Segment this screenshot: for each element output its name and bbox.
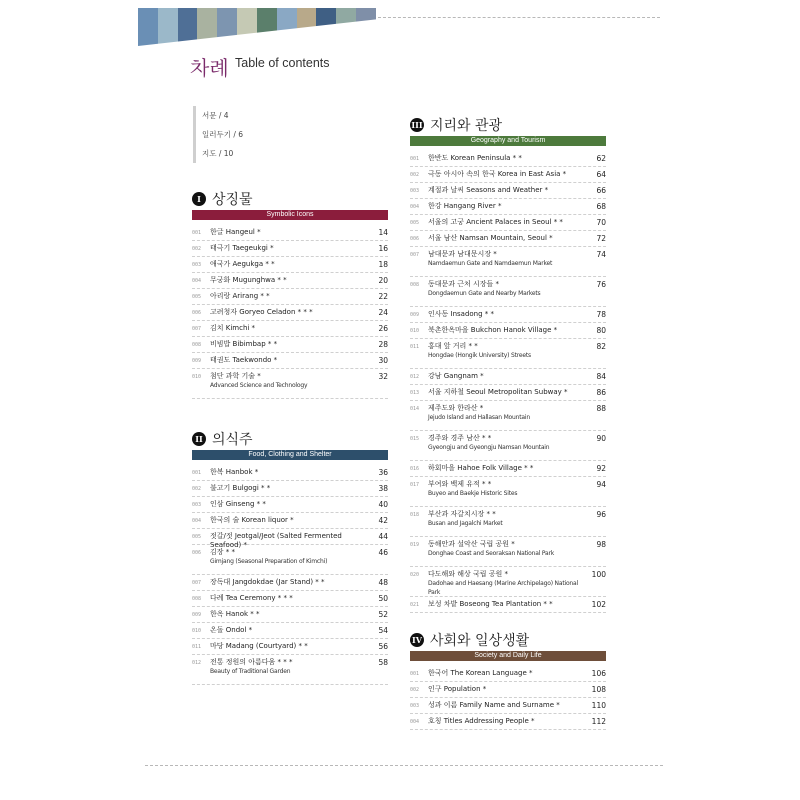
entry-text-block <box>428 372 584 381</box>
toc-entry[interactable] <box>410 151 606 167</box>
entry-subtitle: Donghae Coast and Seoraksan National Park <box>428 550 555 557</box>
entry-text-block <box>210 276 366 285</box>
toc-entry[interactable] <box>192 369 388 399</box>
entry-page-number: 100 <box>591 570 606 579</box>
entry-number: 002 <box>192 246 202 252</box>
entry-title: 첨단 과학 기술 * <box>210 372 261 380</box>
toc-entry[interactable] <box>192 607 388 623</box>
entry-number: 003 <box>192 502 202 508</box>
entry-page-number: 46 <box>378 548 388 557</box>
entry-title: 하회마을 Hahoe Folk Village * * <box>428 464 534 472</box>
entry-page-number: 58 <box>378 658 388 667</box>
entry-title: 다례 Tea Ceremony * * * <box>210 594 293 602</box>
entry-page-number: 102 <box>591 600 606 609</box>
entry-text-block <box>428 342 584 360</box>
entry-subtitle: Buyeo and Baekje Historic Sites <box>428 490 518 497</box>
toc-entry[interactable] <box>410 537 606 567</box>
fabric-stripe <box>197 8 217 46</box>
entry-text-block <box>210 372 366 390</box>
entry-text-block <box>210 292 366 301</box>
entry-text-block <box>428 154 584 163</box>
section-subtitle-bar: Geography and Tourism <box>410 136 606 146</box>
entry-title: 북촌한옥마을 Bukchon Hanok Village * <box>428 326 558 334</box>
entry-text-block <box>428 510 584 528</box>
entry-title: 강남 Gangnam * <box>428 372 484 380</box>
roman-numeral-badge: I <box>192 192 206 206</box>
entry-text-block <box>428 570 584 597</box>
entry-text-block <box>210 594 366 603</box>
entry-number: 006 <box>192 550 202 556</box>
toc-entry[interactable] <box>192 639 388 655</box>
entry-text-block <box>210 340 366 349</box>
toc-entry[interactable] <box>410 567 606 597</box>
entry-number: 006 <box>192 310 202 316</box>
entry-subtitle: Advanced Science and Technology <box>210 382 308 389</box>
entry-number: 015 <box>410 436 420 442</box>
entry-title: 동대문과 근처 시장들 * <box>428 280 500 288</box>
fabric-stripe <box>217 8 237 46</box>
top-divider <box>378 17 660 18</box>
entry-title: 부여와 백제 유적 * * <box>428 480 492 488</box>
entry-text-block <box>428 669 584 678</box>
toc-entry[interactable] <box>192 591 388 607</box>
entry-text-block <box>428 326 584 335</box>
section-header <box>410 114 606 136</box>
fabric-stripe <box>277 8 297 46</box>
entry-title: 계절과 날씨 Seasons and Weather * <box>428 186 549 194</box>
fabric-banner <box>138 8 376 46</box>
entry-title: 남대문과 남대문시장 * <box>428 250 497 258</box>
fabric-stripe <box>316 8 336 46</box>
entry-number: 004 <box>192 278 202 284</box>
entry-number: 004 <box>410 204 420 210</box>
entry-number: 010 <box>192 374 202 380</box>
entry-title: 성과 이름 Family Name and Surname * <box>428 701 560 709</box>
toc-entry[interactable] <box>410 183 606 199</box>
entry-page-number: 112 <box>591 717 606 726</box>
entry-page-number: 20 <box>378 276 388 285</box>
toc-entry[interactable] <box>192 289 388 305</box>
entry-page-number: 56 <box>378 642 388 651</box>
entry-text-block <box>210 244 366 253</box>
toc-entry[interactable] <box>410 401 606 431</box>
entry-text-block <box>428 480 584 498</box>
entry-number: 002 <box>410 172 420 178</box>
entry-number: 019 <box>410 542 420 548</box>
entry-text-block <box>428 280 584 298</box>
entry-page-number: 62 <box>596 154 606 163</box>
roman-numeral-badge: II <box>192 432 206 446</box>
entry-number: 009 <box>410 312 420 318</box>
entry-text-block <box>210 228 366 237</box>
entry-text-block <box>210 548 366 566</box>
toc-entry[interactable] <box>410 597 606 613</box>
entry-title: 제주도와 한라산 * <box>428 404 484 412</box>
toc-entry[interactable] <box>410 277 606 307</box>
entry-title: 다도해와 해상 국립 공원 * <box>428 570 509 578</box>
entry-text-block <box>428 717 584 726</box>
toc-entry[interactable] <box>410 231 606 247</box>
entry-title: 마당 Madang (Courtyard) * * <box>210 642 308 650</box>
entry-text-block <box>428 464 584 473</box>
entry-number: 020 <box>410 572 420 578</box>
preface-list <box>193 106 243 163</box>
section-title: 사회와 일상생활 <box>430 633 530 649</box>
toc-entry[interactable] <box>410 307 606 323</box>
entry-number: 021 <box>410 602 420 608</box>
entry-text-block <box>210 468 366 477</box>
entry-page-number: 78 <box>596 310 606 319</box>
entry-text-block <box>428 250 584 268</box>
entry-page-number: 80 <box>596 326 606 335</box>
entry-page-number: 96 <box>596 510 606 519</box>
entry-page-number: 32 <box>378 372 388 381</box>
entry-text-block <box>428 388 584 397</box>
entry-number: 002 <box>410 687 420 693</box>
entry-title: 인삼 Ginseng * * <box>210 500 266 508</box>
entry-text-block <box>428 170 584 179</box>
toc-entry[interactable] <box>192 575 388 591</box>
entry-number: 008 <box>192 596 202 602</box>
entry-title: 한국의 술 Korean liquor * <box>210 516 294 524</box>
entry-number: 012 <box>410 374 420 380</box>
entry-page-number: 108 <box>591 685 606 694</box>
section-header <box>410 629 606 651</box>
entry-number: 001 <box>410 156 420 162</box>
section-subtitle-bar: Society and Daily Life <box>410 651 606 661</box>
bottom-divider <box>145 765 663 766</box>
entry-page-number: 50 <box>378 594 388 603</box>
toc-entry[interactable] <box>192 497 388 513</box>
preface-item[interactable]: 서문 / 4 <box>202 111 229 120</box>
fabric-stripe <box>336 8 356 46</box>
entry-text-block <box>210 642 366 651</box>
entry-subtitle: Beauty of Traditional Garden <box>210 668 291 675</box>
entry-title: 보성 차밭 Boseong Tea Plantation * * <box>428 600 553 608</box>
entry-number: 004 <box>192 518 202 524</box>
entry-number: 009 <box>192 612 202 618</box>
fabric-stripe <box>158 8 178 46</box>
section-food-clothing-shelter <box>192 428 388 685</box>
entry-title: 젓갈/젓 Jeotgal/Jeot (Salted Fermented Seafood) * <box>210 532 342 549</box>
entry-page-number: 98 <box>596 540 606 549</box>
toc-entry[interactable] <box>192 655 388 685</box>
toc-entry[interactable] <box>410 477 606 507</box>
entry-page-number: 40 <box>378 500 388 509</box>
fabric-stripe <box>297 8 317 46</box>
entry-title: 한옥 Hanok * * <box>210 610 260 618</box>
toc-entry[interactable] <box>410 167 606 183</box>
entry-title: 태극기 Taegeukgi * <box>210 244 274 252</box>
entry-number: 005 <box>192 294 202 300</box>
entry-number: 013 <box>410 390 420 396</box>
entry-title: 온돌 Ondol * <box>210 626 253 634</box>
section-header <box>192 428 388 450</box>
entry-text-block <box>210 610 366 619</box>
page-title: 차례 <box>190 56 229 80</box>
toc-entry[interactable] <box>410 339 606 369</box>
toc-entry[interactable] <box>192 337 388 353</box>
entry-page-number: 90 <box>596 434 606 443</box>
entry-page-number: 84 <box>596 372 606 381</box>
preface-item[interactable]: 지도 / 10 <box>202 149 234 158</box>
toc-list <box>192 225 388 399</box>
entry-text-block <box>210 658 366 676</box>
fabric-stripe <box>237 8 257 46</box>
entry-page-number: 68 <box>596 202 606 211</box>
entry-number: 003 <box>192 262 202 268</box>
entry-page-number: 48 <box>378 578 388 587</box>
entry-subtitle: Busan and Jagalchi Market <box>428 520 503 527</box>
toc-entry[interactable] <box>410 666 606 682</box>
entry-title: 동해안과 설악산 국립 공원 * <box>428 540 515 548</box>
entry-number: 004 <box>410 719 420 725</box>
entry-title: 한복 Hanbok * <box>210 468 259 476</box>
entry-page-number: 30 <box>378 356 388 365</box>
entry-text-block <box>428 186 584 195</box>
entry-number: 009 <box>192 358 202 364</box>
entry-number: 001 <box>410 671 420 677</box>
entry-number: 007 <box>410 252 420 258</box>
entry-subtitle: Gimjang (Seasonal Preparation of Kimchi) <box>210 558 328 565</box>
entry-text-block <box>428 600 584 609</box>
entry-number: 001 <box>192 230 202 236</box>
toc-entry[interactable] <box>192 241 388 257</box>
entry-subtitle: Dadohae and Haesang (Marine Archipelago) National Park <box>428 580 578 596</box>
entry-number: 011 <box>410 344 420 350</box>
entry-title: 애국가 Aegukga * * <box>210 260 275 268</box>
entry-number: 005 <box>410 220 420 226</box>
entry-number: 014 <box>410 406 420 412</box>
entry-subtitle: Hongdae (Hongik University) Streets <box>428 352 531 359</box>
toc-entry[interactable] <box>192 257 388 273</box>
entry-number: 018 <box>410 512 420 518</box>
entry-page-number: 110 <box>591 701 606 710</box>
entry-text-block <box>210 578 366 587</box>
entry-text-block <box>210 626 366 635</box>
page-title-english: Table of contents <box>235 56 330 70</box>
entry-page-number: 28 <box>378 340 388 349</box>
toc-entry[interactable] <box>410 682 606 698</box>
entry-text-block <box>428 202 584 211</box>
section-geography-tourism <box>410 114 606 613</box>
entry-title: 무궁화 Mugunghwa * * <box>210 276 287 284</box>
entry-page-number: 64 <box>596 170 606 179</box>
entry-number: 006 <box>410 236 420 242</box>
entry-number: 010 <box>410 328 420 334</box>
entry-page-number: 42 <box>378 516 388 525</box>
fabric-stripe <box>356 8 376 46</box>
entry-page-number: 72 <box>596 234 606 243</box>
toc-entry[interactable] <box>192 529 388 549</box>
section-subtitle-bar: Food, Clothing and Shelter <box>192 450 388 460</box>
section-title: 의식주 <box>212 432 253 448</box>
entry-title: 비빔밥 Bibimbap * * <box>210 340 278 348</box>
entry-page-number: 44 <box>378 532 388 541</box>
entry-text-block <box>428 701 584 710</box>
entry-title: 김치 Kimchi * <box>210 324 256 332</box>
toc-entry[interactable] <box>410 507 606 537</box>
toc-entry[interactable] <box>410 714 606 730</box>
entry-page-number: 54 <box>378 626 388 635</box>
entry-title: 인사동 Insadong * * <box>428 310 495 318</box>
entry-text-block <box>428 234 584 243</box>
entry-title: 아리랑 Arirang * * <box>210 292 270 300</box>
toc-entry[interactable] <box>192 545 388 575</box>
entry-subtitle: Dongdaemun Gate and Nearby Markets <box>428 290 541 297</box>
entry-title: 부산과 자갈치시장 * * <box>428 510 496 518</box>
toc-entry[interactable] <box>192 225 388 241</box>
toc-entry[interactable] <box>410 461 606 477</box>
fabric-stripe <box>138 8 158 46</box>
entry-page-number: 38 <box>378 484 388 493</box>
entry-title: 서울 남산 Namsan Mountain, Seoul * <box>428 234 553 242</box>
entry-number: 003 <box>410 703 420 709</box>
entry-text-block <box>428 685 584 694</box>
entry-page-number: 14 <box>378 228 388 237</box>
entry-page-number: 36 <box>378 468 388 477</box>
entry-number: 008 <box>192 342 202 348</box>
entry-text-block <box>210 356 366 365</box>
toc-entry[interactable] <box>192 353 388 369</box>
toc-list <box>192 465 388 685</box>
entry-title: 전통 정원의 아름다움 * * * <box>210 658 293 666</box>
entry-page-number: 92 <box>596 464 606 473</box>
toc-entry[interactable] <box>192 481 388 497</box>
toc-list <box>410 151 606 613</box>
entry-title: 한반도 Korean Peninsula * * <box>428 154 522 162</box>
entry-page-number: 106 <box>591 669 606 678</box>
entry-page-number: 22 <box>378 292 388 301</box>
entry-text-block <box>210 484 366 493</box>
entry-title: 한강 Hangang River * <box>428 202 502 210</box>
entry-title: 홍대 앞 거리 * * <box>428 342 478 350</box>
entry-text-block <box>428 434 584 452</box>
entry-number: 005 <box>192 534 202 540</box>
section-society-daily-life <box>410 629 606 730</box>
entry-text-block <box>428 218 584 227</box>
entry-page-number: 86 <box>596 388 606 397</box>
entry-title: 호칭 Titles Addressing People * <box>428 717 535 725</box>
section-symbolic-icons <box>192 188 388 399</box>
section-title: 상징물 <box>212 192 253 208</box>
entry-title: 고려청자 Goryeo Celadon * * * <box>210 308 313 316</box>
entry-number: 008 <box>410 282 420 288</box>
entry-title: 장독대 Jangdokdae (Jar Stand) * * <box>210 578 325 586</box>
entry-title: 서울의 고궁 Ancient Palaces in Seoul * * <box>428 218 563 226</box>
section-title: 지리와 관광 <box>430 118 503 134</box>
entry-title: 불고기 Bulgogi * * <box>210 484 271 492</box>
entry-number: 011 <box>192 644 202 650</box>
toc-entry[interactable] <box>192 623 388 639</box>
entry-text-block <box>428 310 584 319</box>
section-subtitle-bar: Symbolic Icons <box>192 210 388 220</box>
entry-page-number: 94 <box>596 480 606 489</box>
entry-text-block <box>428 540 584 558</box>
entry-page-number: 70 <box>596 218 606 227</box>
entry-page-number: 26 <box>378 324 388 333</box>
toc-entry[interactable] <box>192 465 388 481</box>
entry-text-block <box>210 516 366 525</box>
fabric-stripe <box>257 8 277 46</box>
fabric-stripe <box>178 8 198 46</box>
entry-text-block <box>210 308 366 317</box>
section-header <box>192 188 388 210</box>
entry-title: 한글 Hangeul * <box>210 228 261 236</box>
entry-text-block <box>210 500 366 509</box>
entry-page-number: 82 <box>596 342 606 351</box>
toc-list <box>410 666 606 730</box>
toc-entry[interactable] <box>410 199 606 215</box>
entry-title: 한국어 The Korean Language * <box>428 669 533 677</box>
entry-title: 인구 Population * <box>428 685 487 693</box>
entry-page-number: 24 <box>378 308 388 317</box>
entry-number: 001 <box>192 470 202 476</box>
entry-subtitle: Gyeongju and Gyeongju Namsan Mountain <box>428 444 550 451</box>
entry-page-number: 76 <box>596 280 606 289</box>
entry-text-block <box>428 404 584 422</box>
toc-entry[interactable] <box>410 385 606 401</box>
toc-entry[interactable] <box>410 431 606 461</box>
entry-text-block <box>210 324 366 333</box>
entry-number: 002 <box>192 486 202 492</box>
entry-text-block <box>210 260 366 269</box>
toc-entry[interactable] <box>410 369 606 385</box>
entry-title: 경주와 경주 남산 * * <box>428 434 492 442</box>
roman-numeral-badge: IV <box>410 633 424 647</box>
toc-entry[interactable] <box>410 247 606 277</box>
entry-number: 017 <box>410 482 420 488</box>
toc-entry[interactable] <box>192 305 388 321</box>
entry-number: 007 <box>192 326 202 332</box>
entry-number: 003 <box>410 188 420 194</box>
entry-subtitle: Jejudo Island and Hallasan Mountain <box>428 414 530 421</box>
entry-number: 016 <box>410 466 420 472</box>
roman-numeral-badge: III <box>411 120 423 130</box>
toc-entry[interactable] <box>192 321 388 337</box>
entry-number: 007 <box>192 580 202 586</box>
preface-item[interactable]: 일러두기 / 6 <box>202 130 244 139</box>
toc-entry[interactable] <box>192 273 388 289</box>
entry-title: 김장 * * <box>210 548 235 556</box>
entry-page-number: 18 <box>378 260 388 269</box>
toc-entry[interactable] <box>410 323 606 339</box>
entry-title: 극동 아시아 속의 한국 Korea in East Asia * <box>428 170 567 178</box>
entry-title: 태권도 Taekwondo * <box>210 356 278 364</box>
entry-page-number: 52 <box>378 610 388 619</box>
toc-entry[interactable] <box>192 513 388 529</box>
entry-page-number: 88 <box>596 404 606 413</box>
entry-subtitle: Namdaemun Gate and Namdaemun Market <box>428 260 553 267</box>
toc-entry[interactable] <box>410 698 606 714</box>
entry-number: 010 <box>192 628 202 634</box>
entry-page-number: 74 <box>596 250 606 259</box>
entry-page-number: 16 <box>378 244 388 253</box>
entry-page-number: 66 <box>596 186 606 195</box>
entry-number: 012 <box>192 660 202 666</box>
toc-entry[interactable] <box>410 215 606 231</box>
entry-title: 서울 지하철 Seoul Metropolitan Subway * <box>428 388 568 396</box>
